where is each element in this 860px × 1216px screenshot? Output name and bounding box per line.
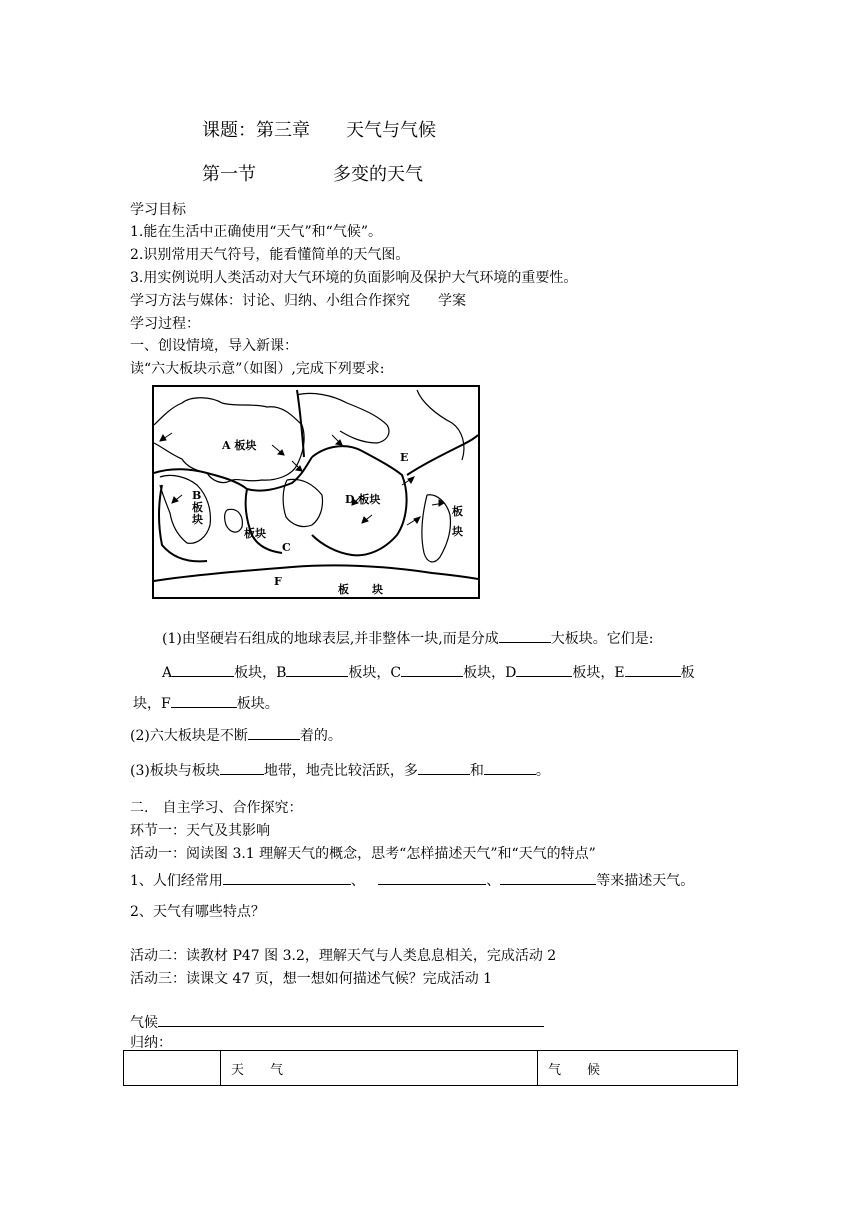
table-header-weather: 天 气 bbox=[221, 1051, 538, 1086]
answer-blank[interactable] bbox=[220, 760, 264, 775]
objective-item: 2.识别常用天气符号，能看懂简单的天气图。 bbox=[130, 247, 410, 263]
plate-label-e: 板 bbox=[452, 505, 463, 518]
page-title: 课题：第三章 天气与气候 bbox=[202, 120, 436, 141]
plate-label-b: 块 bbox=[192, 513, 203, 526]
answer-blank[interactable] bbox=[286, 662, 348, 677]
section1-heading: 一、创设情境，导入新课： bbox=[130, 338, 298, 354]
summary-heading: 归纳： bbox=[130, 1035, 172, 1051]
question-1-plates-cont: 块，F 板块。 bbox=[133, 693, 279, 713]
plate-label-d: D 板块 bbox=[345, 493, 381, 506]
answer-blank[interactable] bbox=[625, 662, 681, 677]
answer-blank[interactable] bbox=[418, 760, 470, 775]
answer-blank[interactable] bbox=[484, 760, 536, 775]
answer-blank[interactable] bbox=[516, 662, 572, 677]
question-3: (3)板块与板块 地带，地壳比较活跃，多 和 。 bbox=[130, 760, 550, 780]
answer-blank[interactable] bbox=[158, 1012, 544, 1027]
table-header-cell bbox=[124, 1051, 221, 1086]
answer-blank[interactable] bbox=[500, 870, 596, 885]
plate-label-c: 板块 bbox=[244, 527, 266, 540]
plate-label-f: F bbox=[274, 575, 282, 588]
plate-label-e: 块 bbox=[452, 525, 463, 538]
objective-item: 3.用实例说明人类活动对大气环境的负面影响及保护大气环境的重要性。 bbox=[130, 270, 578, 286]
section-title: 多变的天气 bbox=[333, 164, 423, 185]
comparison-table bbox=[123, 1050, 738, 1086]
activity-1: 活动一：阅读图 3.1 理解天气的概念，思考“怎样描述天气”和“天气的特点” bbox=[130, 846, 596, 862]
plate-label-c: C bbox=[282, 541, 291, 554]
section-number: 第一节 bbox=[202, 164, 256, 185]
table-header-climate: 气 候 bbox=[538, 1051, 738, 1086]
activity-3: 活动三：读课文 47 页，想一想如何描述气候？完成活动 1 bbox=[130, 971, 493, 987]
answer-blank[interactable] bbox=[378, 870, 486, 885]
section1-instruction: 读“六大板块示意”（如图）,完成下列要求: bbox=[130, 361, 385, 377]
section2-heading: 二. 自主学习、合作探究： bbox=[130, 800, 303, 816]
question-1: (1)由坚硬岩石组成的地球表层,并非整体一块,而是分成 大板块。它们是: bbox=[162, 628, 653, 648]
methods-text: 学习方法与媒体：讨论、归纳、小组合作探究 学案 bbox=[130, 293, 466, 309]
item-2: 2、天气有哪些特点？ bbox=[130, 904, 265, 920]
plate-label-b: B bbox=[192, 489, 202, 502]
answer-blank[interactable] bbox=[223, 870, 351, 885]
answer-blank[interactable] bbox=[172, 662, 234, 677]
question-2: (2)六大板块是不断 着的。 bbox=[130, 725, 342, 745]
objectives-heading: 学习目标 bbox=[130, 202, 186, 218]
climate-definition: 气候 bbox=[130, 1012, 544, 1032]
item-1: 1、人们经常用 、 、 等来描述天气。 bbox=[130, 870, 694, 890]
plate-map bbox=[152, 385, 480, 599]
answer-blank[interactable] bbox=[499, 628, 551, 643]
objective-item: 1.能在生活中正确使用“天气”和“气候”。 bbox=[130, 224, 382, 240]
plate-label-f: 板 bbox=[338, 583, 349, 596]
plate-label-a: A 板块 bbox=[222, 439, 257, 452]
table-row bbox=[124, 1051, 738, 1086]
answer-blank[interactable] bbox=[401, 662, 463, 677]
answer-blank[interactable] bbox=[171, 693, 237, 708]
plate-label-e: E bbox=[400, 451, 409, 464]
answer-blank[interactable] bbox=[248, 725, 300, 740]
link1-heading: 环节一：天气及其影响 bbox=[130, 823, 270, 839]
plate-label-f: 块 bbox=[372, 583, 383, 596]
activity-2: 活动二：读教材 P47 图 3.2，理解天气与人类息息相关，完成活动 2 bbox=[130, 948, 557, 964]
process-heading: 学习过程： bbox=[130, 316, 200, 332]
question-1-plates: A 板块，B 板块，C 板块，D 板块，E 板 bbox=[162, 662, 695, 682]
plate-label-b: 板 bbox=[192, 501, 203, 514]
